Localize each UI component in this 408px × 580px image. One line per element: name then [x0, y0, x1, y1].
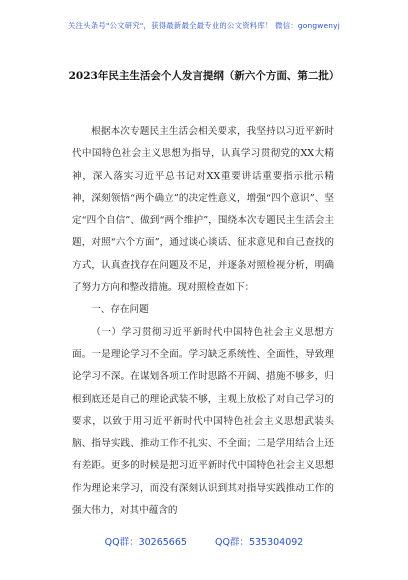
item-paragraph: （一）学习贯彻习近平新时代中国特色社会主义思想方面。一是理论学习不全面。学习缺乏系统性、全面性，导致理论学习不深。在谋划各项工作时思路不开阔、措施不够多，归根到底还是自己的理论武装不够，主观上放松了对自己学习的要求，以致于用习近平新时代中国特色社会主义思想武装头脑、指导实践、推动工作不扎实、不全面；二是学用结合上还有差距。更多的时候是把习近平新时代中国特色社会主义思想作为理论来学习，而没有深刻认识到其对指导实践推动工作的强大伟力，对其中蕴含的 [72, 326, 334, 517]
document-body [72, 121, 334, 522]
section-heading: 一、存在问题 [91, 304, 149, 316]
document-title: 2023年民主生活会个人发言提纲（新六个方面、第二批） [68, 70, 340, 82]
promo-banner: 关注头条号"公文研究"，获得最新最全最专业的公文资料库！ 微信：gongwenyj [68, 21, 340, 30]
footer [0, 534, 408, 548]
intro-paragraph: 根据本次专题民主生活会相关要求，我坚持以习近平新时代中国特色社会主义思想为指导，认真学习贯彻党的XX大精神，深入落实习近平总书记对XX重要讲话重要指示批示精神，深刻领悟“两个确立”的决定性意义，增强“四个意识”、坚定“四个自信”、做到“两个维护”，围绕本次专题民主生活会主题，对照“六个方面”，通过谈心谈话、征求意见和自己查找的方式，认真查找存在问题及不足，并逐条对照检视分析，明确了努力方向和整改措施。现对照检查如下： [72, 126, 334, 294]
footer-qq-group-2: QQ群：535304092 [215, 537, 304, 548]
footer-qq-group-1: QQ群：30265665 [104, 537, 187, 548]
